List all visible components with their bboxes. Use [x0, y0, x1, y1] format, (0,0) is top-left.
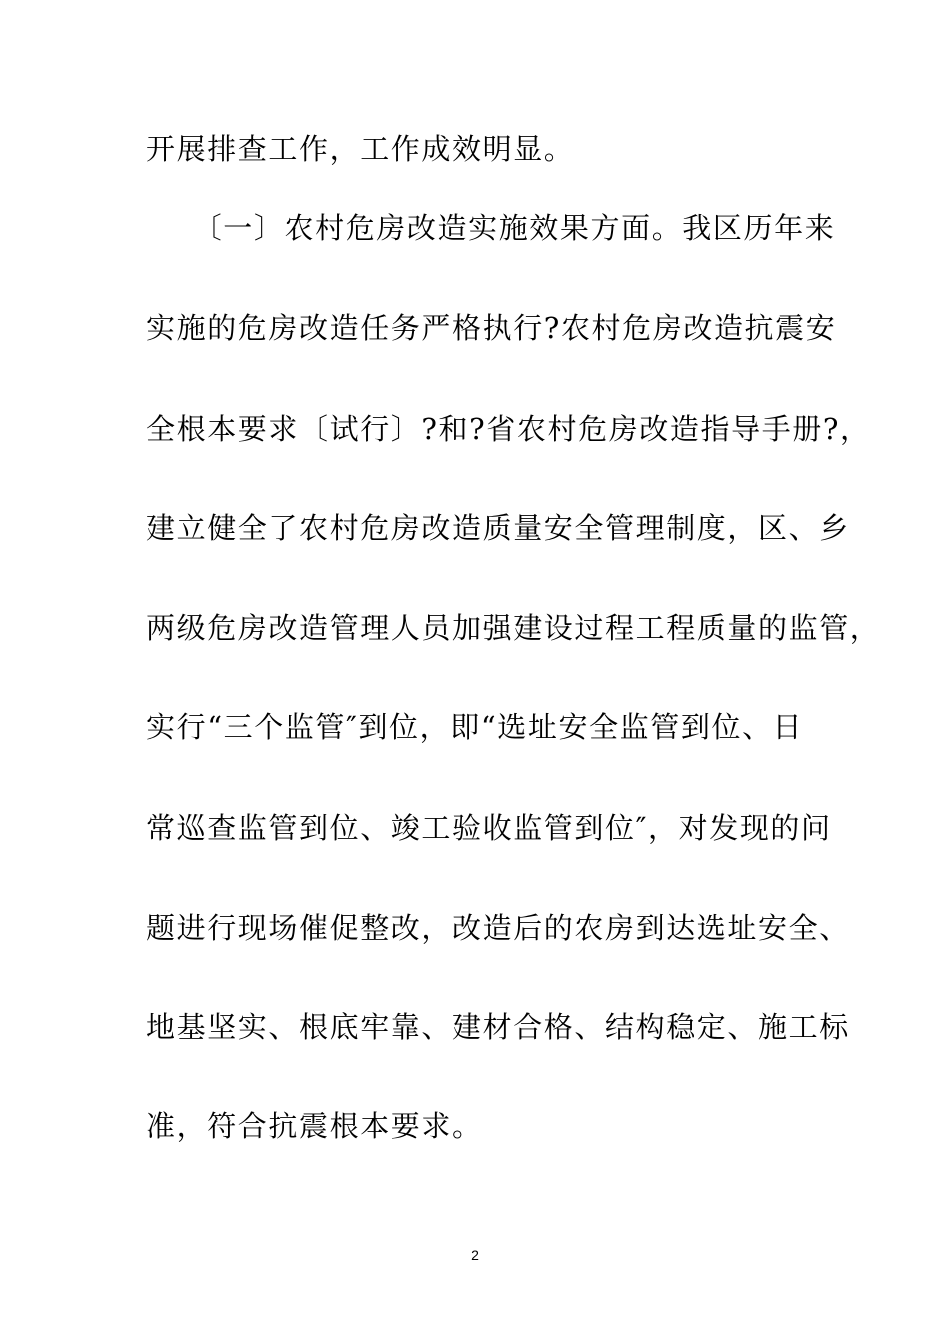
paragraph-line: 实行“三个监管″到位，即“选址安全监管到位、日: [146, 710, 804, 744]
paragraph-line: 实施的危房改造任务严格执行?农村危房改造抗震安: [146, 311, 837, 345]
paragraph-line: 地基坚实、根底牢靠、建材合格、结构稳定、施工标: [146, 1010, 850, 1044]
paragraph-line: 准，符合抗震根本要求。: [146, 1109, 483, 1143]
paragraph-line: 〔一〕农村危房改造实施效果方面。我区历年来: [146, 211, 836, 245]
page-number: 2: [471, 1247, 479, 1263]
paragraph-line: 全根本要求〔试行〕?和?省农村危房改造指导手册?，: [146, 412, 871, 446]
paragraph-line: 开展排查工作，工作成效明显。: [146, 132, 575, 166]
paragraph-line: 题进行现场催促整改，改造后的农房到达选址安全、: [146, 911, 850, 945]
paragraph-line: 建立健全了农村危房改造质量安全管理制度，区、乡: [146, 511, 850, 545]
paragraph-line: 两级危房改造管理人员加强建设过程工程质量的监管，: [146, 611, 881, 645]
paragraph-line: 常巡查监管到位、竣工验收监管到位″，对发现的问: [146, 811, 832, 845]
